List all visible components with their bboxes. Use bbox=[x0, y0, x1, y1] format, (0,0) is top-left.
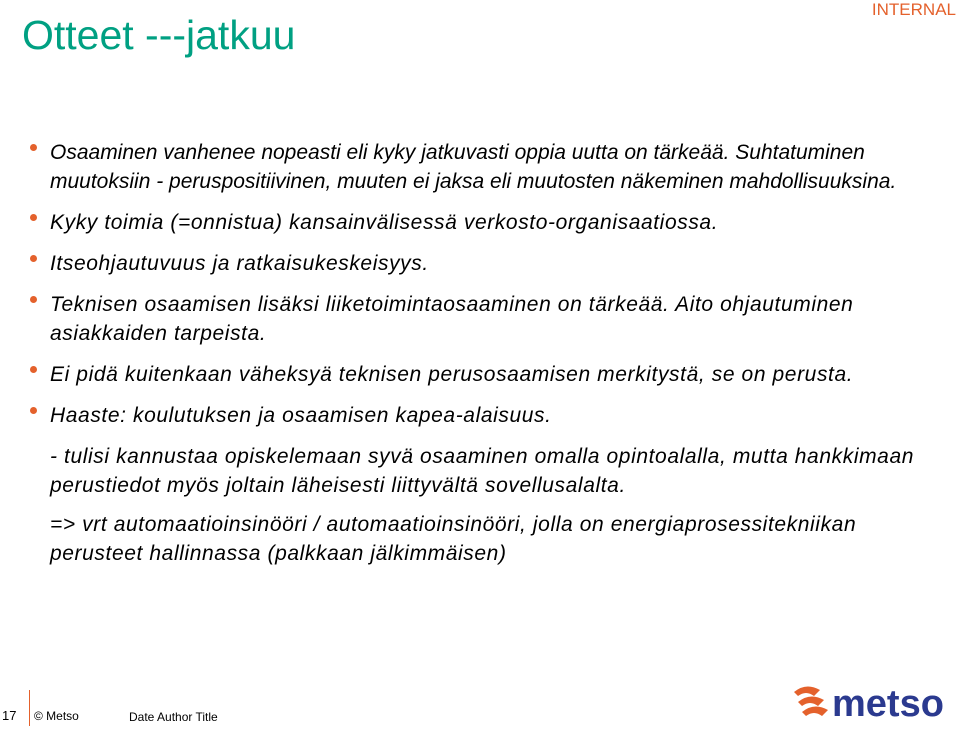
bullet-text: Osaaminen vanhenee nopeasti eli kyky jatkuvasti oppia uutta on tärkeää. Suhtatuminen muutoksiin - peruspositiivinen, muuten ei jaksa eli muutosten näkeminen mahdollisuuksina. bbox=[50, 141, 897, 193]
body-paragraph: - tulisi kannustaa opiskelemaan syvä osaaminen omalla opintoalalla, mutta hankkimaan perustiedot myös joltain läheisesti liittyvältä sovellusalalta. bbox=[50, 445, 915, 497]
bullet-icon bbox=[30, 144, 37, 151]
bullet-icon bbox=[30, 255, 37, 262]
bullet-icon bbox=[30, 296, 37, 303]
metso-logo bbox=[792, 678, 957, 724]
metso-swoosh-icon bbox=[794, 686, 828, 716]
bullet-item bbox=[28, 401, 928, 430]
bullet-item bbox=[28, 138, 928, 196]
bullet-text: Kyky toimia (=onnistua) kansainvälisessä verkosto-organisaatiossa. bbox=[50, 211, 719, 234]
bullet-icon bbox=[30, 214, 37, 221]
logo-text: metso bbox=[832, 683, 944, 724]
classification-label: INTERNAL bbox=[871, 0, 956, 19]
footer-divider bbox=[29, 690, 30, 726]
slide-title: Otteet ---jatkuu bbox=[22, 12, 296, 58]
slide-content bbox=[28, 138, 928, 578]
bullet-text: Itseohjautuvuus ja ratkaisukeskeisyys. bbox=[50, 252, 429, 275]
bullet-text: Teknisen osaamisen lisäksi liiketoimintaosaaminen on tärkeää. Aito ohjautuminen asiakkaiden tarpeista. bbox=[50, 293, 854, 345]
bullet-text: Ei pidä kuitenkaan väheksyä teknisen perusosaamisen merkitystä, se on perusta. bbox=[50, 363, 854, 386]
footer-meta: Date Author Title bbox=[129, 710, 218, 724]
bullet-item bbox=[28, 360, 928, 389]
body-paragraph: => vrt automaatioinsinööri / automaatioinsinööri, jolla on energiaprosessitekniikan perusteet hallinnassa (palkkaan jälkimmäisen) bbox=[50, 513, 857, 565]
bullet-icon bbox=[30, 407, 37, 414]
bullet-item bbox=[28, 208, 928, 237]
bullet-text: Haaste: koulutuksen ja osaamisen kapea-alaisuus. bbox=[50, 404, 552, 427]
bullet-item bbox=[28, 290, 928, 348]
footer-copyright: © Metso bbox=[34, 709, 79, 723]
bullet-item bbox=[28, 249, 928, 278]
page-number: 17 bbox=[2, 708, 17, 723]
bullet-icon bbox=[30, 366, 37, 373]
